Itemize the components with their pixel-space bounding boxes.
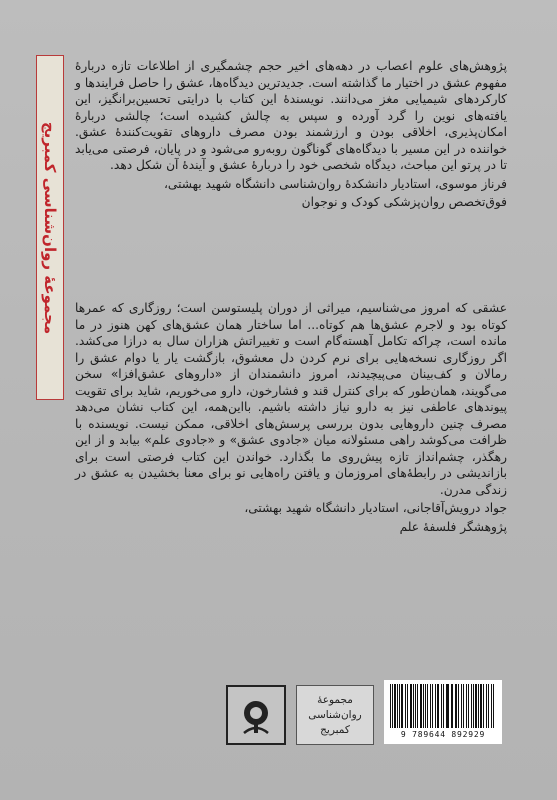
barcode-bar (415, 684, 416, 728)
barcode-bar (420, 684, 422, 728)
barcode-bar (417, 684, 418, 728)
barcode-bar (432, 684, 433, 728)
barcode-bar (430, 684, 431, 728)
barcode-bar (458, 684, 459, 728)
barcode-bar (455, 684, 457, 728)
series-label-line-1: مجموعهٔ روان‌شناسی (308, 693, 362, 721)
review-2-text: عشقی که امروز می‌شناسیم، میراثی از دوران پلیستوسن است؛ روزگاری که عمرها کوتاه بود و لاجرم عشق‌ها هم کوتاه... اما ساختار همان عشق‌های کهن هنوز در ما مانده است، چراکه تکامل آهسته‌گام است و تغییراتش هزاران سال به درازا می‌کشد. اگر روزگاری نسخه‌هایی برای نرم کردن دل معشوق، بازگشت یار یا دوام عشق را رمالان و کف‌بینان می‌پیچیدند، امروز دانشمندان از «داروهای عشق‌افزا» سخن می‌گویند، همان‌طور که برای کنترل قند و فشارخون، دارو می‌خوریم، شاید برای تقویت پیوندهای عاطفی نیز به دارو نیاز داشته باشیم. با‌این‌همه، این کتاب نشان می‌دهد مصرف چنین داروهایی بدون بررسی پرسش‌های اخلاقی، ممکن نیست. نویسنده با ظرافت می‌کوشد راهی مسئولانه میان «جادوی عشق» و «جادوی علم» بیابد و از این رهگذر، چشم‌انداز تازه پیش‌روی ما بگذارد. خواندن این کتاب فرصتی است برای بازاندیشی در رابطهٔ‌های امروزمان و یافتن راه‌هایی نو برای معنا بخشیدن به عشق در زندگی مدرن. (75, 301, 507, 497)
barcode-bar (463, 684, 464, 728)
barcode-bar (471, 684, 472, 728)
barcode-bar (401, 684, 403, 728)
barcode-bar (475, 684, 476, 728)
barcode-bar (466, 684, 467, 728)
review-2-author-line-1: جواد درویش‌آقاجانی، استادیار دانشگاه شهید بهشتی، (244, 501, 507, 515)
isbn-barcode (384, 680, 502, 744)
review-block-1 (75, 58, 507, 211)
barcode-bar (397, 684, 398, 728)
isbn-number: 9 789644 892929 (400, 730, 486, 739)
barcode-bar (394, 684, 395, 728)
barcode-bar (468, 684, 469, 728)
review-2-author-line-2: پژوهشگر فلسفهٔ علم (399, 519, 507, 534)
barcode-bar (407, 684, 408, 728)
barcode-bar (491, 684, 492, 728)
barcode-bar (410, 684, 411, 728)
publisher-logo-icon (226, 685, 286, 745)
barcode-bar (451, 684, 452, 728)
review-block-2 (75, 300, 507, 535)
barcode-bar (452, 684, 453, 728)
series-label-line-2: کمبریج (320, 723, 350, 736)
barcode-bar (413, 684, 414, 728)
barcode-bar (447, 684, 448, 728)
barcode-bar (446, 684, 447, 728)
barcode-bar (488, 684, 489, 728)
barcode-bar (405, 684, 406, 728)
barcode-bar (478, 684, 479, 728)
barcode-bar (480, 684, 482, 728)
barcode-bar (486, 684, 487, 728)
barcode-bar (461, 684, 462, 728)
barcode-bar (423, 684, 424, 728)
review-1-author-line-1: فرناز موسوی، استادیار دانشکدهٔ روان‌شناسی دانشگاه شهید بهشتی، (163, 176, 507, 191)
barcode-bar (493, 684, 494, 728)
series-spine-title: مجموعهٔ روان‌شناسی کمبریج (41, 121, 59, 334)
barcode-bar (392, 684, 393, 728)
barcode-bar (443, 684, 444, 728)
review-1-text: پژوهش‌های علوم اعصاب در دهه‌های اخیر حجم چشمگیری از اطلاعات تازه دربارهٔ مفهوم عشق در اختیار ما گذاشته است. جدیدترین دیدگاه‌ها، عشق را حاصل فرایندها و کارکردهای شیمیایی مغز می‌دانند. نویسندهٔ این کتاب با درایتی تحسین‌برانگیز، این یافته‌های نوین را گرد آورده و سپس به چالش کشیده است؛ چالشی دربارهٔ امکان‌پذیری، اخلاقی بودن و ارزشمند بودن مصرف داروهای تقویت‌کنندهٔ عشق. خواننده در این مسیر با دیدگاه‌های گوناگون روبه‌رو می‌شود و در پایان، فرصتی می‌یابد تا در پرتو این مباحث، دیدگاه شخصی خود را دربارهٔ عشق و آیندهٔ آن شکل دهد. (75, 59, 507, 172)
barcode-bar (427, 684, 428, 728)
barcode-bar (390, 684, 391, 728)
series-label-box (296, 685, 374, 745)
barcode-bar (473, 684, 474, 728)
barcode-bar (437, 684, 439, 728)
review-1-author-line-2: فوق‌تخصص روان‌پزشکی کودک و نوجوان (301, 195, 507, 209)
barcode-bar (435, 684, 436, 728)
barcode-bar (425, 684, 426, 728)
series-spine-band (36, 55, 64, 400)
barcode-bars (390, 684, 496, 728)
publisher-logo-graphic (234, 693, 278, 737)
barcode-bar (441, 684, 442, 728)
barcode-bar (483, 684, 484, 728)
barcode-bar (399, 684, 400, 728)
